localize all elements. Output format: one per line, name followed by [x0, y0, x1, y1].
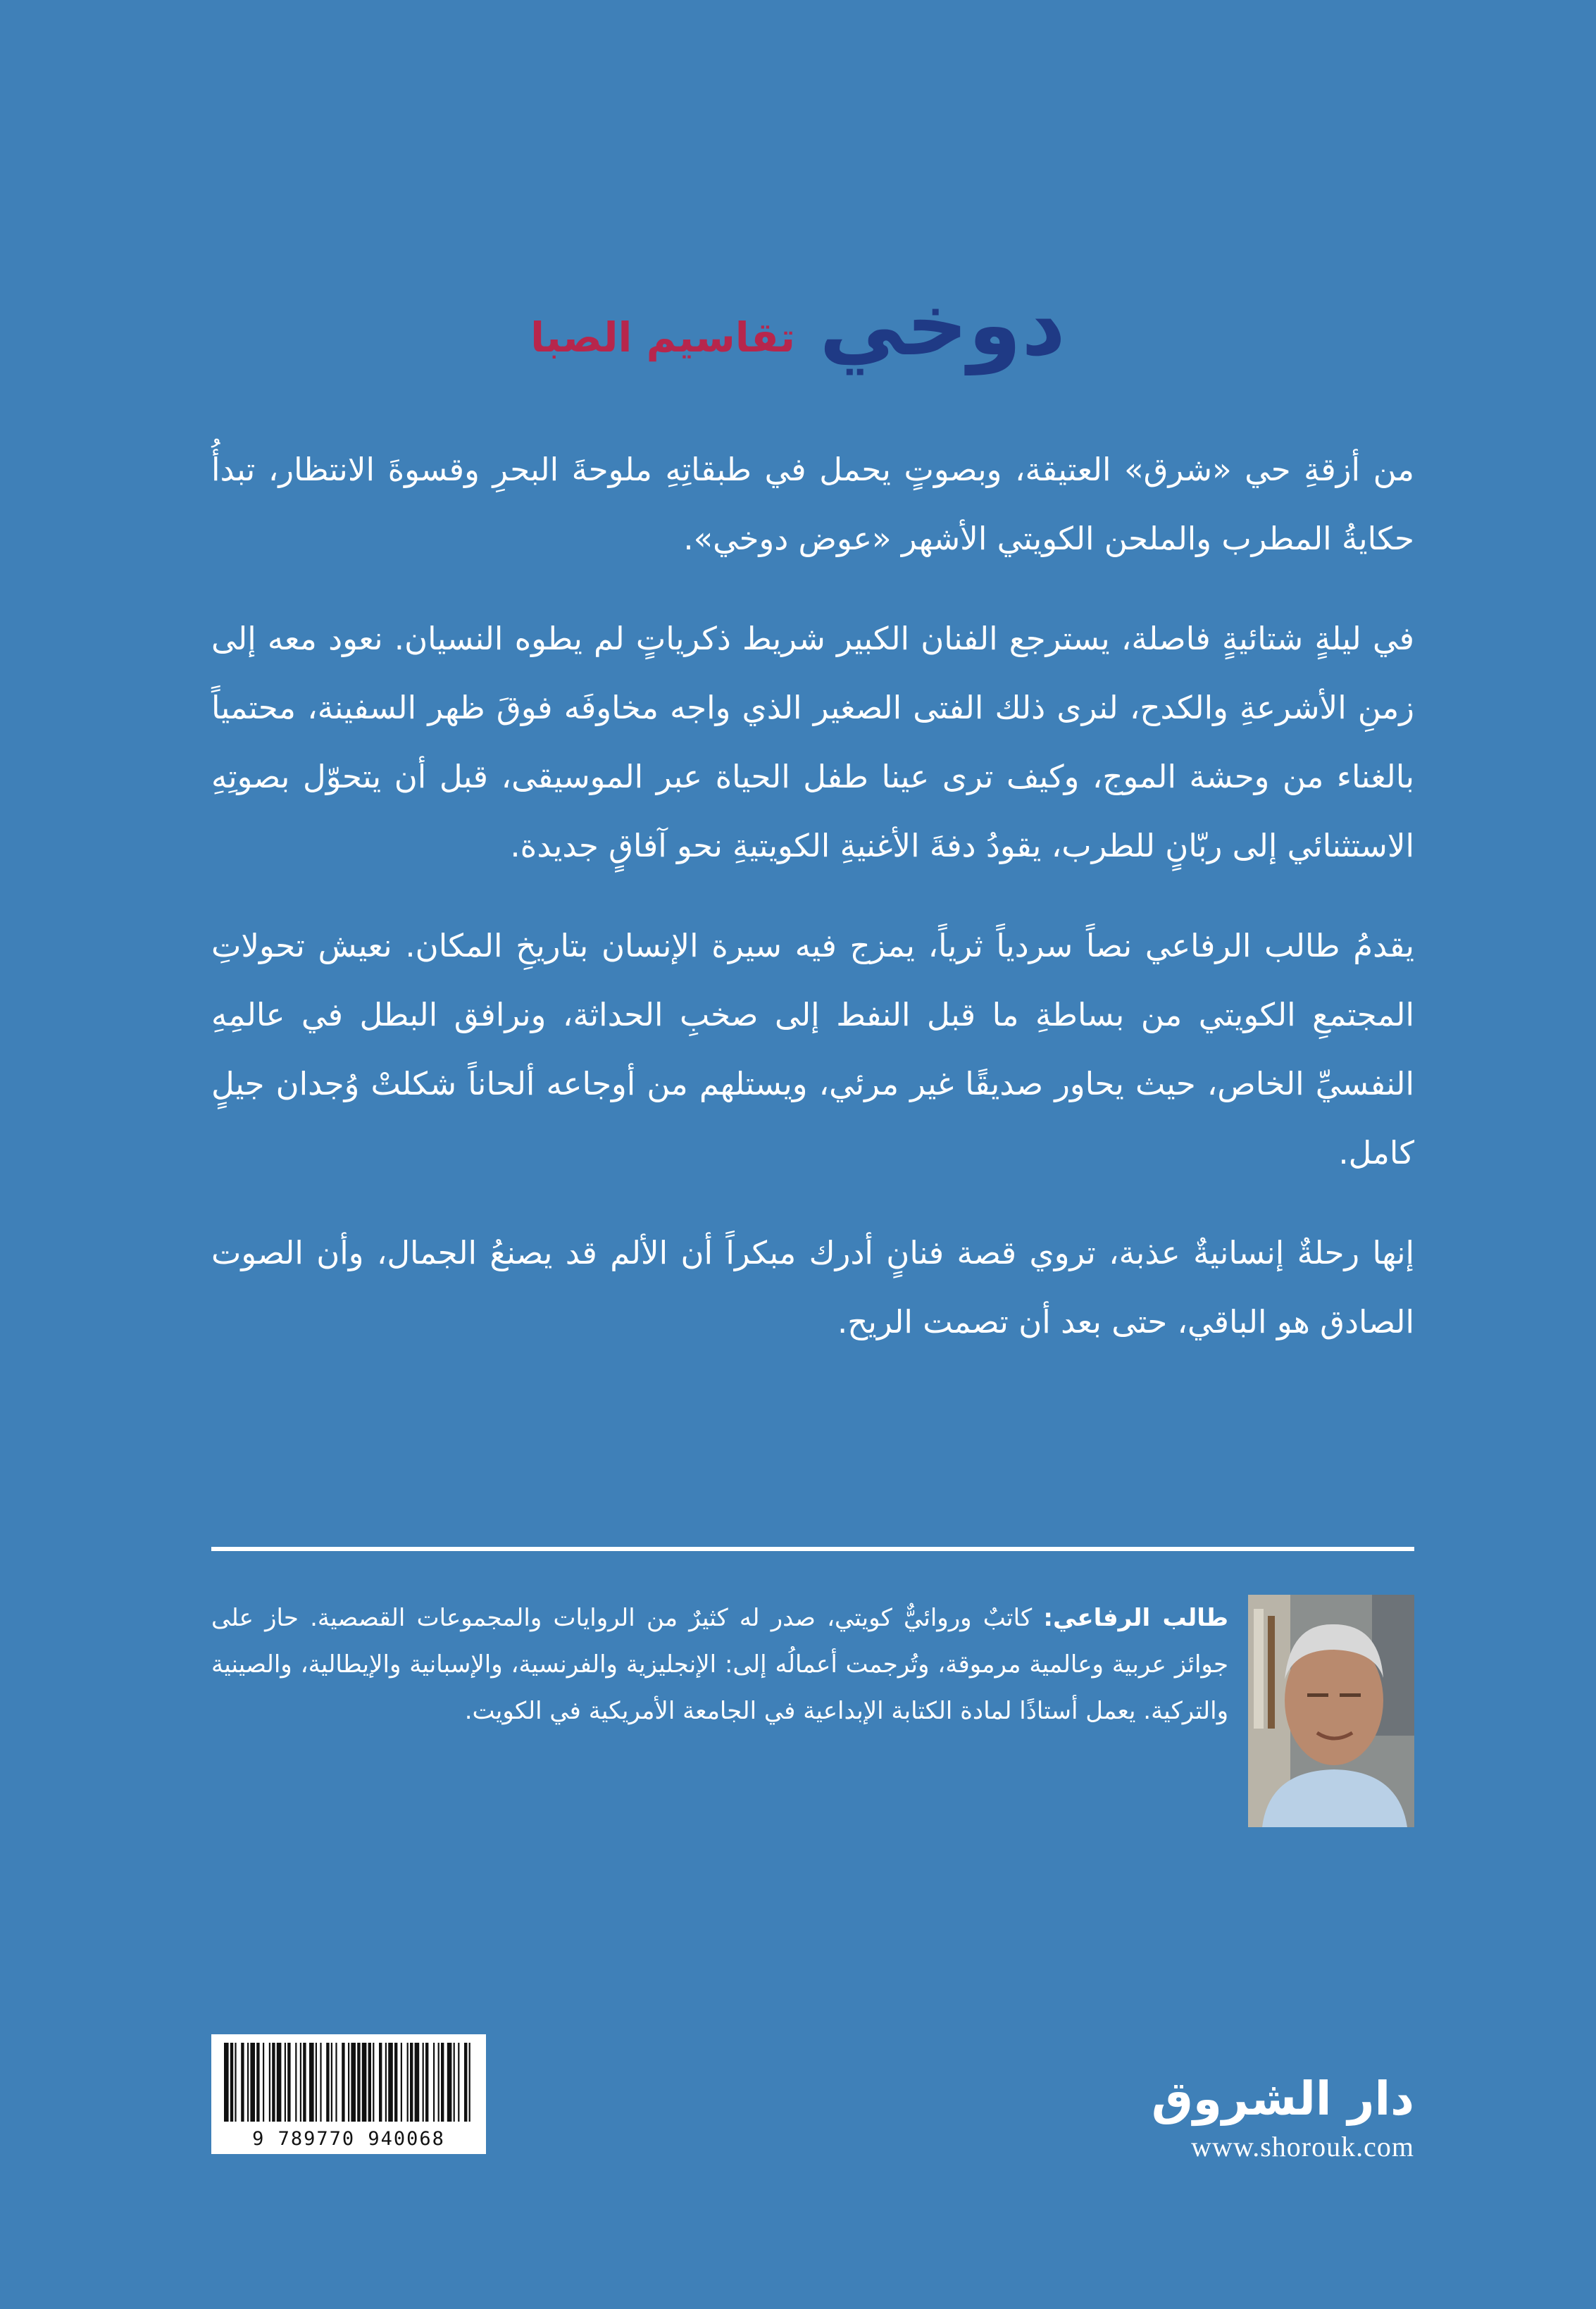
- book-title-main: دوخي: [819, 275, 1066, 375]
- book-subtitle: تقاسيم الصبا: [530, 313, 796, 361]
- author-bio-text: [211, 1595, 1228, 1734]
- barcode-icon: [211, 2034, 486, 2126]
- blurb-paragraph: يقدمُ طالب الرفاعي نصاً سردياً ثرياً، يمزج فيه سيرة الإنسان بتاريخِ المكان. نعيش تحولاتِ المجتمعِ الكويتي من بساطةِ ما قبل النفط إلى صخبِ الحداثة، ونرافق البطل في عالمِهِ النفسيِّ الخاص، حيث يحاور صديقًا غير مرئي، ويستلهم من أوجاعه ألحاناً شكلتْ وُجدان جيلٍ كامل.: [211, 927, 1414, 1171]
- publisher-block: [1117, 2071, 1414, 2167]
- blurb-paragraph: إنها رحلةٌ إنسانيةٌ عذبة، تروي قصة فنانٍ أدرك مبكراً أن الألم قد يصنعُ الجمال، وأن الصوت الصادق هو الباقي، حتى بعد أن تصمت الريح.: [211, 1234, 1414, 1340]
- author-photo: [1248, 1595, 1414, 1827]
- author-portrait-icon: [1248, 1595, 1414, 1827]
- author-bio-body: كاتبٌ وروائيٌّ كويتي، صدر له كثيرٌ من الروايات والمجموعات القصصية. حاز على جوائز عربية وعالمية مرموقة، وتُرجمت أعمالُه إلى: الإنجليزية والفرنسية، والإسبانية والإيطالية، والصينية والتركية. يعمل أستاذًا لمادة الكتابة الإبداعية في الجامعة الأمريكية في الكويت.: [211, 1604, 1228, 1725]
- publisher-url: www.shorouk.com: [1191, 2131, 1414, 2162]
- back-cover-blurb: [211, 435, 1414, 1388]
- blurb-paragraph: من أزقةِ حي «شرق» العتيقة، وبصوتٍ يحمل في طبقاتِهِ ملوحةَ البحرِ وقسوةَ الانتظار، تبدأُ حكايةُ المطرب والملحن الكويتي الأشهر «عوض دوخي».: [211, 451, 1414, 557]
- author-name: طالب الرفاعي:: [1043, 1604, 1228, 1632]
- isbn-digits: 9 789770 940068: [252, 2128, 445, 2150]
- publisher-logo: دار الشروق: [1151, 2072, 1414, 2126]
- isbn-barcode: [211, 2034, 486, 2154]
- author-bio-section: [211, 1595, 1414, 1827]
- section-divider: [211, 1547, 1414, 1551]
- blurb-paragraph: في ليلةٍ شتائيةٍ فاصلة، يسترجع الفنان الكبير شريط ذكرياتٍ لم يطوه النسيان. نعود معه إلى زمنِ الأشرعةِ والكدح، لنرى ذلك الفتى الصغير الذي واجه مخاوفَه فوقَ ظهر السفينة، محتمياً بالغناء من وحشة الموج، وكيف ترى عينا طفل الحياة عبر الموسيقى، قبل أن يتحوّل بصوتِهِ الاستثنائي إلى ربّانٍ للطرب، يقودُ دفةَ الأغنيةِ الكويتيةِ نحو آفاقٍ جديدة.: [211, 620, 1414, 864]
- book-title: [0, 262, 1596, 375]
